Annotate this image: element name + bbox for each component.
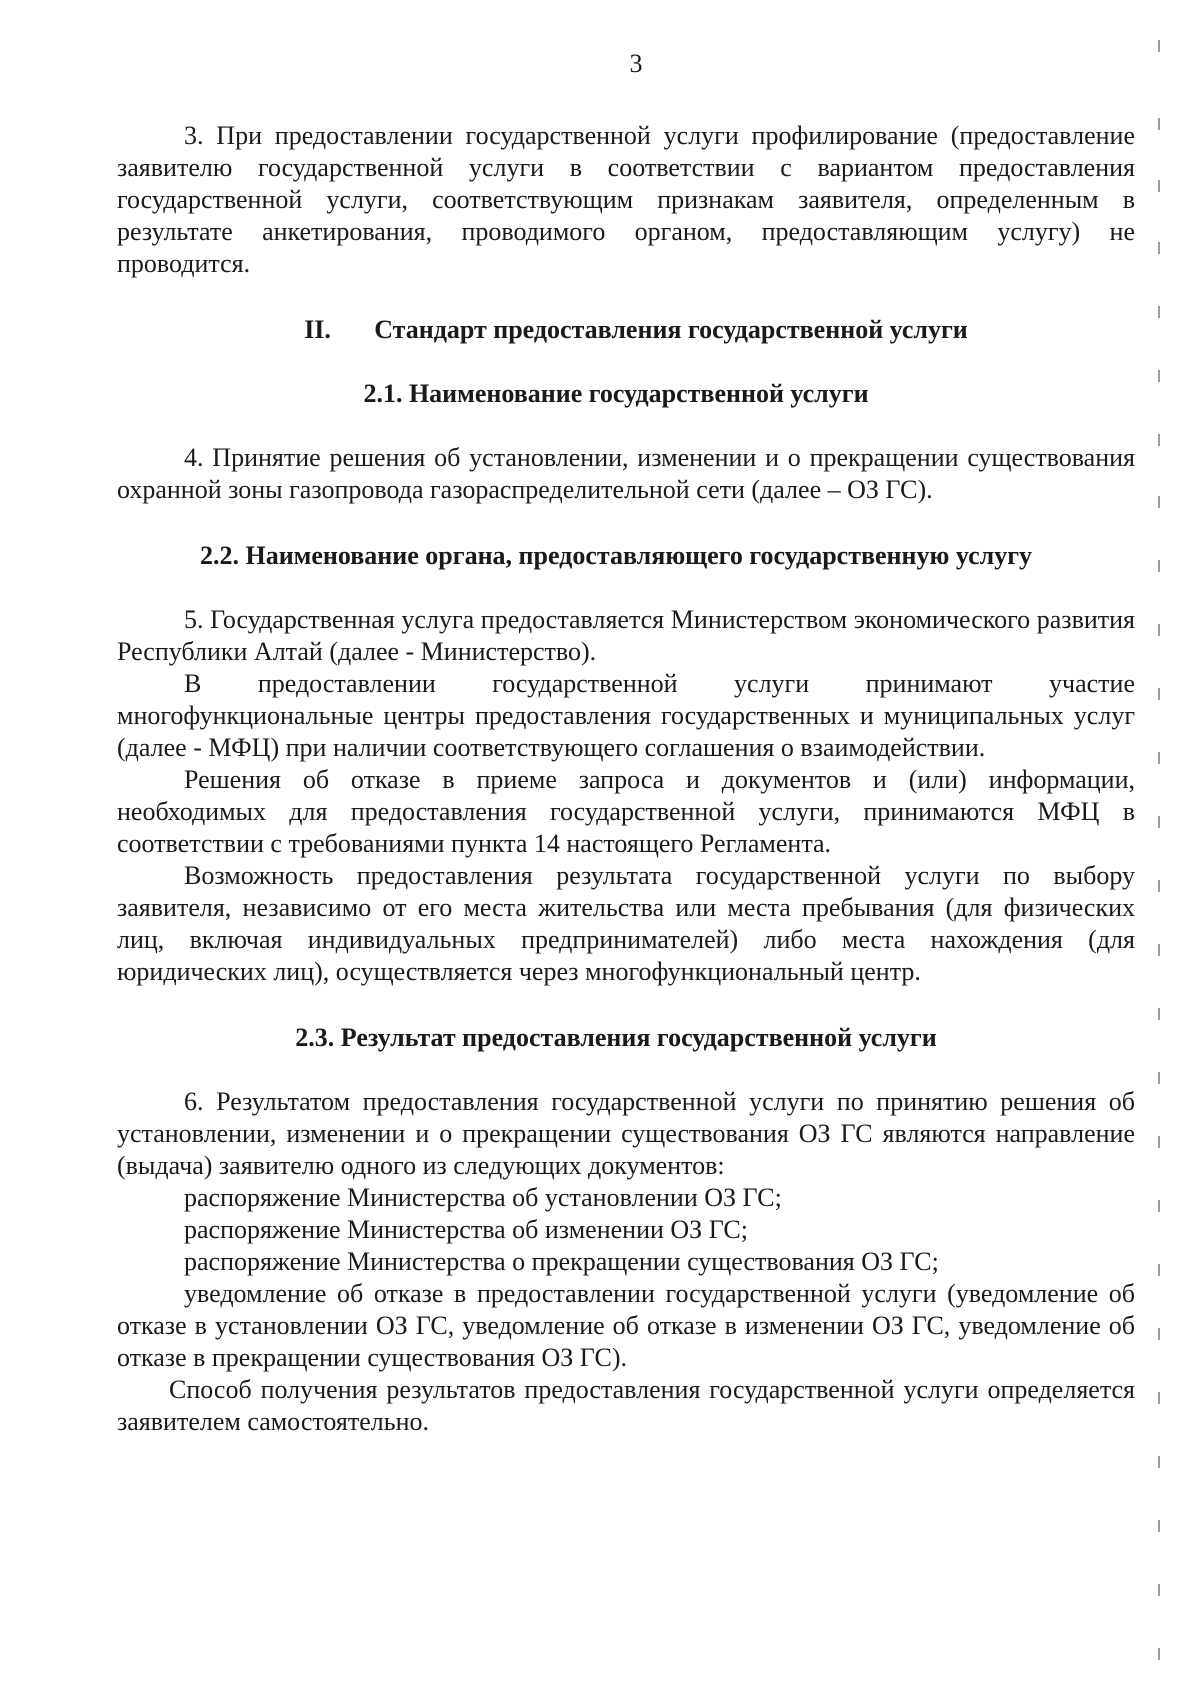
scan-mark	[1158, 1520, 1160, 1532]
scan-mark	[1158, 1136, 1160, 1148]
scan-mark	[1158, 880, 1160, 892]
section-2-title: Стандарт предоставления государственной услуги	[374, 315, 968, 344]
result-list-item: распоряжение Министерства об установлении ОЗ ГС;	[184, 1183, 782, 1212]
scan-mark	[1158, 1648, 1160, 1660]
scan-mark	[1158, 370, 1160, 382]
scan-mark	[1158, 1072, 1160, 1084]
scan-mark	[1158, 434, 1160, 446]
paragraph-mfc-refusal: Решения об отказе в приеме запроса и документов и (или) информации, необходимых для предоставления государственной услуги, принимаются МФЦ в соответствии с требованиями пункта 14 настоящего Регламента.	[117, 765, 1135, 858]
scan-mark	[1158, 560, 1160, 572]
subsection-2-3-heading: 2.3. Результат предоставления государственной услуги	[295, 1023, 937, 1052]
scan-mark	[1158, 816, 1160, 828]
scan-mark	[1158, 40, 1160, 52]
scan-mark	[1158, 180, 1160, 192]
scan-mark	[1158, 1264, 1160, 1276]
scan-mark	[1158, 1584, 1160, 1596]
result-list-item: уведомление об отказе в предоставлении государственной услуги (уведомление об отказе в установлении ОЗ ГС, уведомление об отказе в изменении ОЗ ГС, уведомление об отказе в прекращении существования ОЗ ГС).	[117, 1279, 1135, 1372]
scan-mark	[1158, 688, 1160, 700]
scan-mark	[1158, 1328, 1160, 1340]
scan-mark	[1158, 1008, 1160, 1020]
scan-margin-marks	[1158, 0, 1162, 1689]
paragraph-result-method: Способ получения результатов предоставления государственной услуги определяется заявителем самостоятельно.	[117, 1375, 1135, 1436]
result-list-item: распоряжение Министерства о прекращении существования ОЗ ГС;	[184, 1247, 939, 1276]
scan-mark	[1158, 1200, 1160, 1212]
scan-mark	[1158, 944, 1160, 956]
paragraph-3: 3. При предоставлении государственной услуги профилирование (предоставление заявителю государственной услуги в соответствии с вариантом предоставления государственной услуги, соответствующим признакам заявителя, определенным в результате анкетирования, проводимого органом, предоставляющим услугу) не проводится.	[117, 121, 1135, 278]
scan-mark	[1158, 242, 1160, 254]
section-2-roman-numeral: II.	[304, 315, 331, 344]
paragraph-mfc-participation: В предоставлении государственной услуги принимают участие многофункциональные центры предоставления государственных и муниципальных услуг (далее - МФЦ) при наличии соответствующего соглашения о взаимодействии.	[117, 669, 1135, 762]
scan-mark	[1158, 496, 1160, 508]
scan-mark	[1158, 1456, 1160, 1468]
subsection-2-1-heading: 2.1. Наименование государственной услуги	[363, 379, 869, 408]
page-number: 3	[629, 49, 643, 78]
scan-mark	[1158, 1392, 1160, 1404]
document-page	[117, 48, 1135, 1438]
scan-mark	[1158, 118, 1160, 130]
scan-mark	[1158, 752, 1160, 764]
result-list-item: распоряжение Министерства об изменении ОЗ ГС;	[184, 1215, 748, 1244]
paragraph-4: 4. Принятие решения об установлении, изменении и о прекращении существования охранной зоны газопровода газораспределительной сети (далее – ОЗ ГС).	[117, 443, 1135, 504]
section-2-heading	[117, 314, 1135, 346]
scan-mark	[1158, 624, 1160, 636]
paragraph-6: 6. Результатом предоставления государственной услуги по принятию решения об установлении, изменении и о прекращении существования ОЗ ГС являются направление (выдача) заявителю одного из следующих документов:	[117, 1087, 1135, 1180]
paragraph-result-choice: Возможность предоставления результата государственной услуги по выбору заявителя, независимо от его места жительства или места пребывания (для физических лиц, включая индивидуальных предпринимателей) либо места нахождения (для юридических лиц), осуществляется через многофункциональный центр.	[117, 861, 1135, 986]
subsection-2-2-heading: 2.2. Наименование органа, предоставляющего государственную услугу	[199, 541, 1033, 570]
paragraph-5: 5. Государственная услуга предоставляется Министерством экономического развития Республики Алтай (далее - Министерство).	[117, 605, 1135, 666]
scan-mark	[1158, 306, 1160, 318]
